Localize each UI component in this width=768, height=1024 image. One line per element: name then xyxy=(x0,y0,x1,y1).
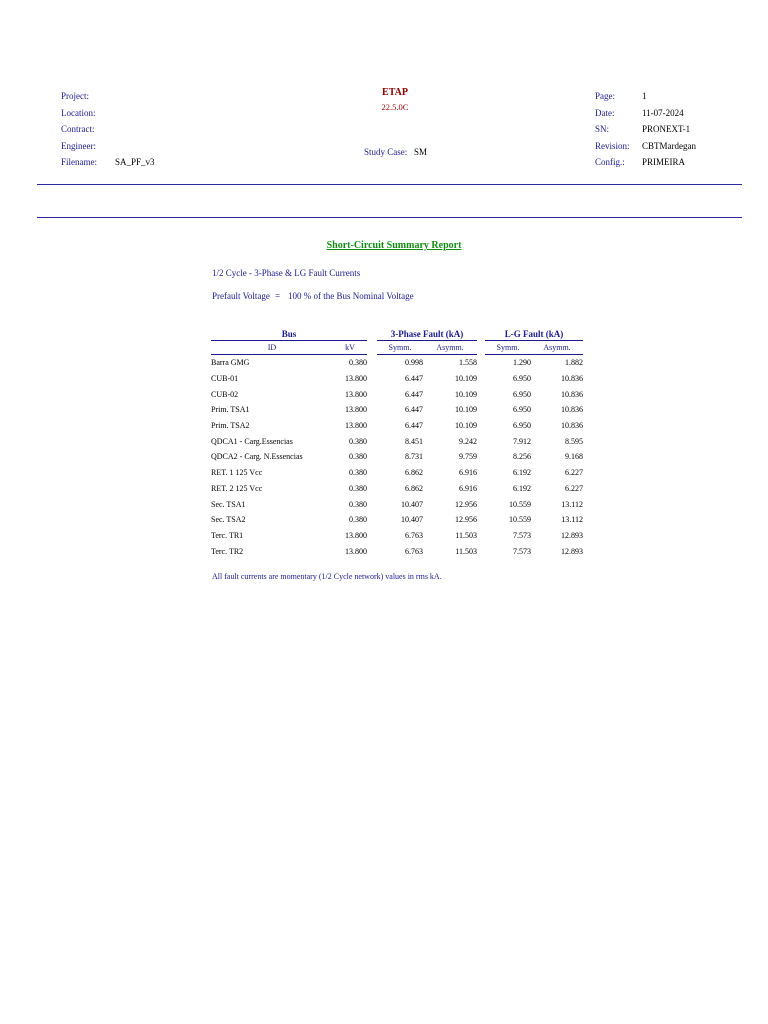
bus-id-cell: Sec. TSA1 xyxy=(211,499,246,509)
col-kv: kV xyxy=(333,341,367,355)
revision-value: CBTMardegan xyxy=(642,141,696,151)
lg-symm-cell: 8.256 xyxy=(513,452,531,462)
bus-kv-cell: 0.380 xyxy=(349,452,367,462)
lg-symm-cell: 6.192 xyxy=(513,483,531,493)
prefault-voltage-value: 100 % of the Bus Nominal Voltage xyxy=(288,291,414,301)
three-phase-symm-cell: 8.731 xyxy=(405,452,423,462)
three-phase-symm-cell: 0.998 xyxy=(405,358,423,368)
bus-kv-cell: 13.800 xyxy=(345,374,367,384)
study-case-value: SM xyxy=(414,147,428,157)
bus-kv-cell: 13.800 xyxy=(345,530,367,540)
lg-asymm-cell: 8.595 xyxy=(565,436,583,446)
location-label: Location: xyxy=(61,108,96,118)
three-phase-asymm-cell: 10.109 xyxy=(455,405,477,415)
lg-symm-cell: 6.950 xyxy=(513,421,531,431)
three-phase-symm-cell: 10.407 xyxy=(401,515,423,525)
bus-kv-cell: 0.380 xyxy=(349,515,367,525)
sn-label: SN: xyxy=(595,124,610,134)
header-divider-bottom xyxy=(37,217,742,218)
three-phase-asymm-cell: 9.759 xyxy=(459,452,477,462)
bus-group-header: Bus xyxy=(211,328,367,341)
three-phase-asymm-cell: 6.916 xyxy=(459,468,477,478)
lg-symm-cell: 7.573 xyxy=(513,530,531,540)
three-phase-symm-cell: 6.447 xyxy=(405,374,423,384)
bus-kv-cell: 13.800 xyxy=(345,421,367,431)
table-row xyxy=(211,481,583,497)
three-phase-symm-cell: 8.451 xyxy=(405,436,423,446)
three-phase-asymm-cell: 11.503 xyxy=(455,530,477,540)
lg-asymm-cell: 6.227 xyxy=(565,483,583,493)
lg-asymm-cell: 10.836 xyxy=(561,421,583,431)
project-label: Project: xyxy=(61,91,89,101)
sn-value: PRONEXT-1 xyxy=(642,124,691,134)
page-label: Page: xyxy=(595,91,615,101)
table-body xyxy=(211,355,583,559)
bus-id-cell: Prim. TSA2 xyxy=(211,421,250,431)
table-row xyxy=(211,371,583,387)
three-phase-group-header: 3-Phase Fault (kA) xyxy=(377,328,477,341)
bus-kv-cell: 13.800 xyxy=(345,389,367,399)
three-phase-symm-cell: 6.447 xyxy=(405,405,423,415)
lg-asymm-cell: 12.893 xyxy=(561,546,583,556)
bus-id-cell: Barra GMG xyxy=(211,358,250,368)
table-row xyxy=(211,496,583,512)
three-phase-asymm-cell: 10.109 xyxy=(455,421,477,431)
three-phase-asymm-cell: 10.109 xyxy=(455,374,477,384)
three-phase-symm-cell: 6.763 xyxy=(405,530,423,540)
three-phase-asymm-cell: 12.956 xyxy=(455,499,477,509)
table-row xyxy=(211,402,583,418)
table-row xyxy=(211,512,583,528)
bus-id-cell: QDCA1 - Carg.Essencias xyxy=(211,436,293,446)
engineer-label: Engineer: xyxy=(61,141,96,151)
lg-symm-cell: 1.290 xyxy=(513,358,531,368)
table-row xyxy=(211,433,583,449)
bus-id-cell: Sec. TSA2 xyxy=(211,515,246,525)
lg-asymm-cell: 13.112 xyxy=(561,499,583,509)
lg-asymm-cell: 1.882 xyxy=(565,358,583,368)
bus-kv-cell: 0.380 xyxy=(349,499,367,509)
lg-asymm-cell: 10.836 xyxy=(561,405,583,415)
filename-value: SA_PF_v3 xyxy=(115,157,155,167)
three-phase-asymm-cell: 10.109 xyxy=(455,389,477,399)
lg-asymm-cell: 13.112 xyxy=(561,515,583,525)
prefault-equals: = xyxy=(275,291,281,301)
lg-symm-cell: 10.559 xyxy=(509,499,531,509)
three-phase-symm-cell: 6.763 xyxy=(405,546,423,556)
bus-id-cell: RET. 1 125 Vcc xyxy=(211,468,263,478)
col-lg-asymm: Asymm. xyxy=(531,341,583,355)
three-phase-asymm-cell: 12.956 xyxy=(455,515,477,525)
table-row xyxy=(211,418,583,434)
bus-id-cell: QDCA2 - Carg. N.Essencias xyxy=(211,452,303,462)
table-row xyxy=(211,449,583,465)
lg-symm-cell: 7.573 xyxy=(513,546,531,556)
prefault-voltage-label: Prefault Voltage xyxy=(212,291,270,301)
lg-symm-cell: 6.950 xyxy=(513,374,531,384)
lg-group-header: L-G Fault (kA) xyxy=(485,328,583,341)
three-phase-asymm-cell: 1.558 xyxy=(459,358,477,368)
short-circuit-table xyxy=(211,328,583,559)
lg-symm-cell: 7.912 xyxy=(513,436,531,446)
three-phase-symm-cell: 6.862 xyxy=(405,468,423,478)
filename-label: Filename: xyxy=(61,157,97,167)
three-phase-symm-cell: 10.407 xyxy=(401,499,423,509)
three-phase-asymm-cell: 9.242 xyxy=(459,436,477,446)
report-title: Short-Circuit Summary Report xyxy=(326,240,462,251)
lg-asymm-cell: 12.893 xyxy=(561,530,583,540)
bus-id-cell: Prim. TSA1 xyxy=(211,405,250,415)
table-row xyxy=(211,528,583,544)
table-row xyxy=(211,465,583,481)
table-row xyxy=(211,355,583,371)
bus-id-cell: CUB-02 xyxy=(211,389,239,399)
date-label: Date: xyxy=(595,108,615,118)
etap-version: 22.5.0C xyxy=(381,102,409,112)
lg-asymm-cell: 10.836 xyxy=(561,389,583,399)
config-label: Config.: xyxy=(595,157,625,167)
etap-title: ETAP xyxy=(382,87,408,98)
three-phase-symm-cell: 6.862 xyxy=(405,483,423,493)
col-id: ID xyxy=(211,341,333,355)
bus-id-cell: CUB-01 xyxy=(211,374,239,384)
col-3ph-asymm: Asymm. xyxy=(423,341,477,355)
bus-kv-cell: 13.800 xyxy=(345,546,367,556)
bus-id-cell: Terc. TR1 xyxy=(211,530,244,540)
three-phase-symm-cell: 6.447 xyxy=(405,389,423,399)
table-row xyxy=(211,543,583,559)
bus-id-cell: RET. 2 125 Vcc xyxy=(211,483,263,493)
study-case-label: Study Case: xyxy=(364,147,408,157)
contract-label: Contract: xyxy=(61,124,95,134)
footnote: All fault currents are momentary (1/2 Cycle network) values in rms kA. xyxy=(212,572,442,581)
lg-symm-cell: 6.192 xyxy=(513,468,531,478)
page-value: 1 xyxy=(642,91,647,101)
bus-kv-cell: 0.380 xyxy=(349,436,367,446)
date-value: 11-07-2024 xyxy=(642,108,684,118)
lg-symm-cell: 6.950 xyxy=(513,405,531,415)
col-lg-symm: Symm. xyxy=(485,341,531,355)
table-row xyxy=(211,386,583,402)
bus-kv-cell: 0.380 xyxy=(349,468,367,478)
lg-asymm-cell: 10.836 xyxy=(561,374,583,384)
bus-kv-cell: 0.380 xyxy=(349,358,367,368)
bus-kv-cell: 0.380 xyxy=(349,483,367,493)
col-3ph-symm: Symm. xyxy=(377,341,423,355)
header-divider-top xyxy=(37,184,742,185)
three-phase-symm-cell: 6.447 xyxy=(405,421,423,431)
lg-asymm-cell: 9.168 xyxy=(565,452,583,462)
lg-asymm-cell: 6.227 xyxy=(565,468,583,478)
lg-symm-cell: 6.950 xyxy=(513,389,531,399)
three-phase-asymm-cell: 11.503 xyxy=(455,546,477,556)
three-phase-asymm-cell: 6.916 xyxy=(459,483,477,493)
lg-symm-cell: 10.559 xyxy=(509,515,531,525)
bus-kv-cell: 13.800 xyxy=(345,405,367,415)
bus-id-cell: Terc. TR2 xyxy=(211,546,244,556)
revision-label: Revision: xyxy=(595,141,630,151)
report-subtitle: 1/2 Cycle - 3-Phase & LG Fault Currents xyxy=(212,268,361,278)
config-value: PRIMEIRA xyxy=(642,157,686,167)
